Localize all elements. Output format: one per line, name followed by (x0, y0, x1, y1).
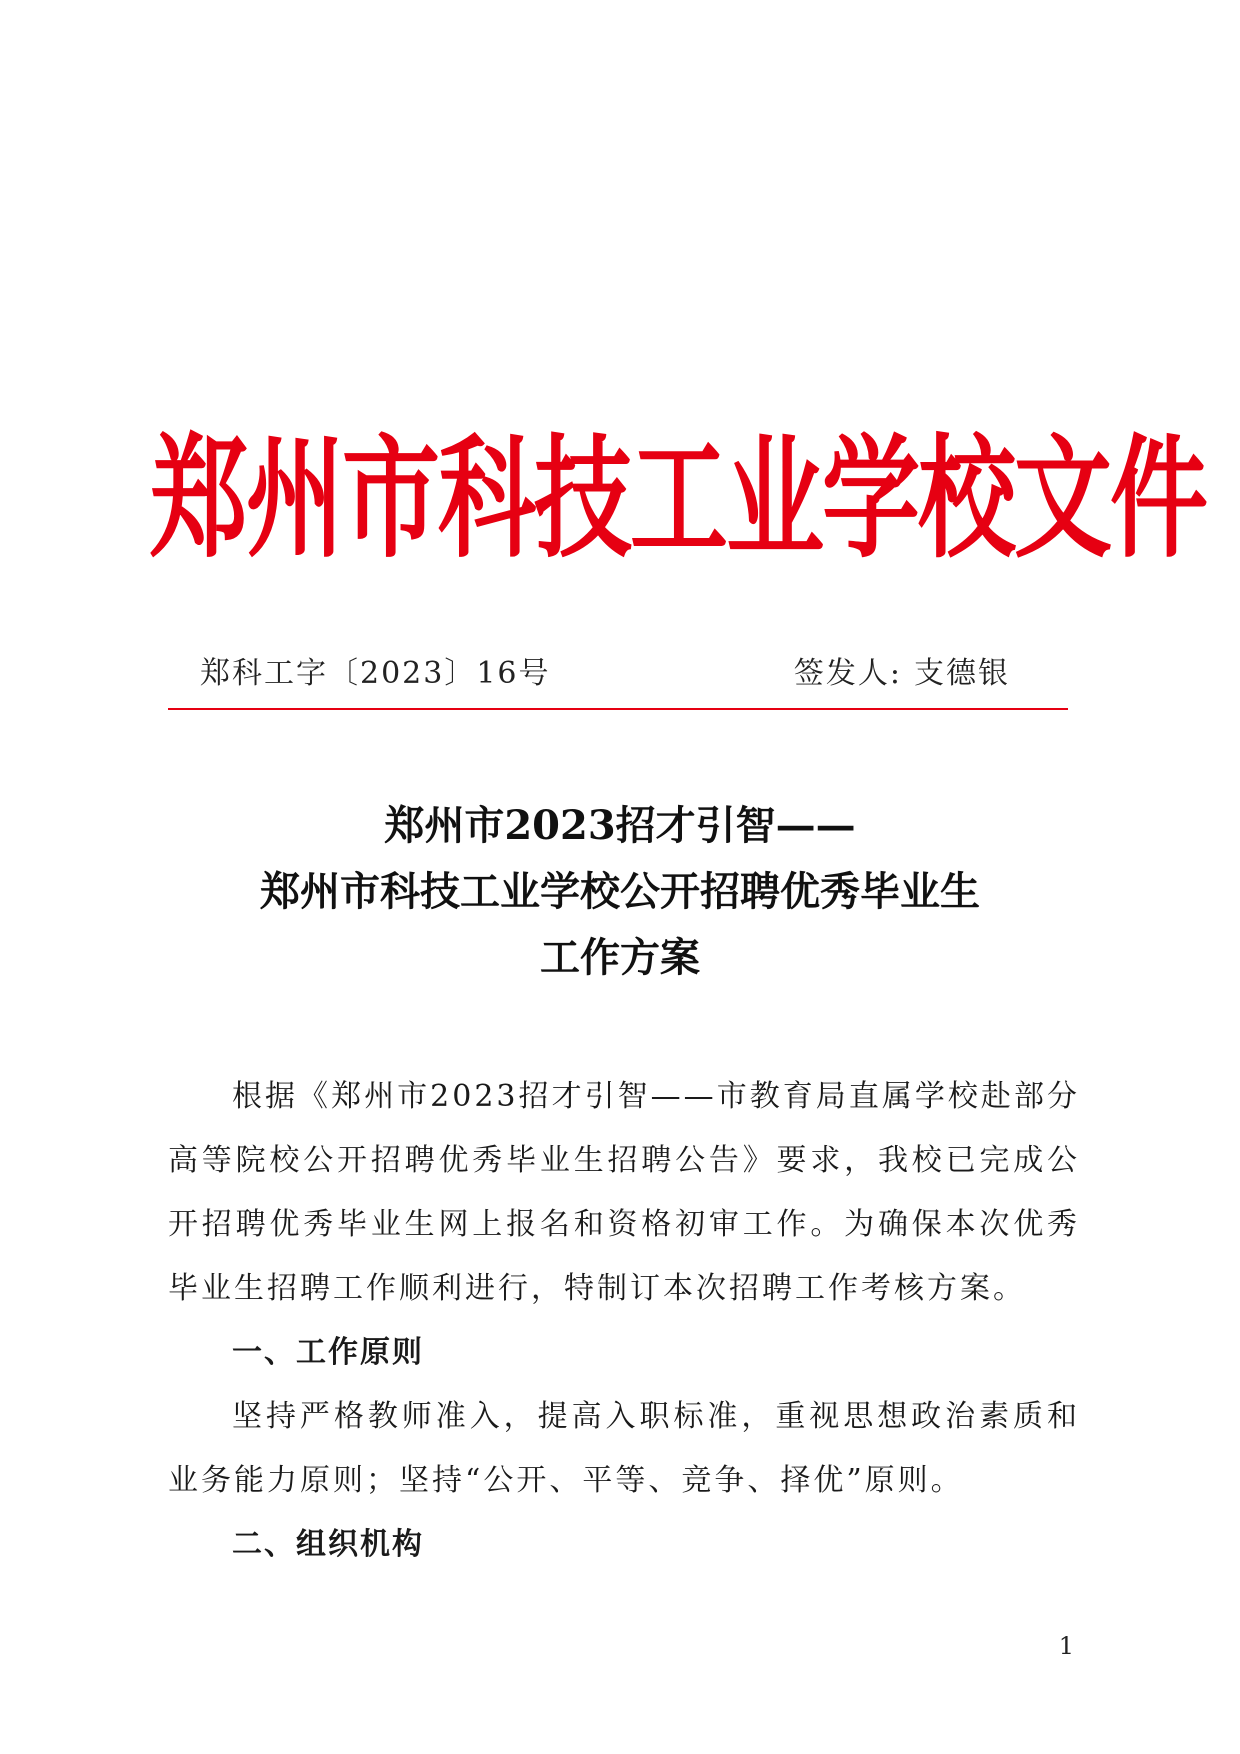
section-1-paragraph: 坚持严格教师准入，提高入职标准，重视思想政治素质和业务能力原则；坚持“公开、平等、竞争、择优”原则。 (168, 1399, 1080, 1498)
main-title-line-2: 郑州市科技工业学校公开招聘优秀毕业生 (260, 868, 980, 915)
page-number: 1 (1058, 1632, 1074, 1660)
main-title-line-1: 郑州市2023招才引智—— (384, 802, 856, 849)
document-body (168, 1065, 1080, 1577)
signer-label: 签发人: (793, 656, 902, 691)
signer (794, 648, 1010, 692)
signer-name: 支德银 (914, 656, 1010, 691)
document-header-title: 郑州市科技工业学校文件 (150, 421, 1207, 577)
header-divider (168, 708, 1068, 710)
section-heading-2: 二、组织机构 (232, 1527, 424, 1562)
section-heading-1: 一、工作原则 (232, 1335, 424, 1370)
main-title-line-3: 工作方案 (540, 934, 700, 981)
document-number: 郑科工字〔2023〕16号 (200, 656, 551, 691)
intro-paragraph: 根据《郑州市2023招才引智——市教育局直属学校赴部分高等院校公开招聘优秀毕业生招聘公告》要求，我校已完成公开招聘优秀毕业生网上报名和资格初审工作。为确保本次优秀毕业生招聘工作顺利进行，特制订本次招聘工作考核方案。 (168, 1079, 1080, 1306)
main-title (150, 793, 1090, 991)
document-number-row (190, 648, 1050, 698)
